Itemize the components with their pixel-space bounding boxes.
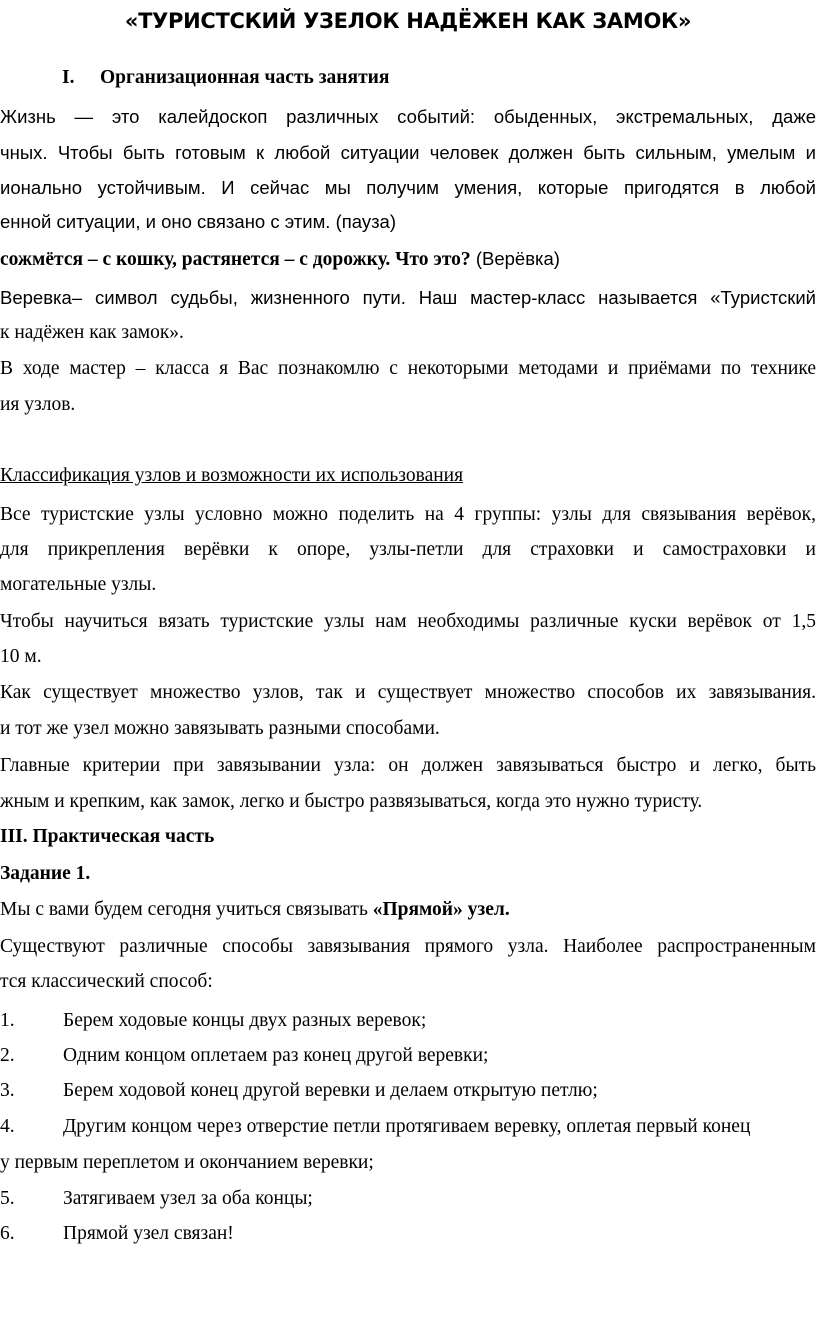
rope-line-2: к надёжен как замок». [0, 322, 184, 343]
step-2-number: 2. [0, 1045, 15, 1066]
task-heading: Задание 1. [0, 863, 91, 884]
section1-number: I. [62, 67, 75, 88]
ways-line-2: тся классический способ: [0, 971, 213, 992]
task-intro-knot-name: «Прямой» узел. [372, 899, 510, 920]
ways-line-1: Существуют различные способы завязывания прямого узла. Наиболее распространенным [0, 936, 816, 957]
riddle-line [0, 246, 560, 273]
step-5-text: Затягиваем узел за оба концы; [63, 1188, 313, 1209]
step-3-text: Берем ходовой конец другой веревки и делаем открытую петлю; [63, 1080, 598, 1101]
step-4-text: Другим концом через отверстие петли протягиваем веревку, оплетая первый конец [63, 1116, 751, 1137]
rope-line-1: Веревка– символ судьбы, жизненного пути. Наш мастер-класс называется «Туристский [0, 287, 816, 308]
criteria-line-1: Главные критерии при завязывании узла: он должен завязываться быстро и легко, быть [0, 755, 816, 776]
intro-line-2: чных. Чтобы быть готовым к любой ситуации человек должен быть сильным, умелым и [0, 142, 816, 163]
groups-line-1: Все туристские узлы условно можно поделить на 4 группы: узлы для связывания верёвок, [0, 504, 816, 525]
methods-line-2: и тот же узел можно завязывать разными способами. [0, 718, 440, 739]
step-6-number: 6. [0, 1223, 15, 1244]
step-4-continuation: у первым переплетом и окончанием веревки; [0, 1152, 374, 1173]
intro-line-3: ионально устойчивым. И сейчас мы получим умения, которые пригодятся в любой [0, 177, 816, 198]
step-3-number: 3. [0, 1080, 15, 1101]
groups-line-2: для прикрепления верёвки к опоре, узлы-петли для страховки и самостраховки и [0, 539, 816, 560]
course-line-2: ия узлов. [0, 394, 76, 415]
intro-line-1: Жизнь — это калейдоскоп различных событий: обыденных, экстремальных, даже [0, 106, 816, 127]
task-intro-text: Мы с вами будем сегодня учиться связывать [0, 899, 373, 920]
riddle-answer: (Верёвка) [470, 248, 560, 269]
task-intro-line [0, 897, 510, 923]
step-6-text: Прямой узел связан! [63, 1223, 234, 1244]
step-1-text: Берем ходовые концы двух разных веревок; [63, 1010, 427, 1031]
step-1-number: 1. [0, 1010, 15, 1031]
ropes-needed-line-1: Чтобы научиться вязать туристские узлы нам необходимы различные куски верёвок от 1,5 [0, 611, 816, 632]
ropes-needed-line-2: 10 м. [0, 646, 42, 667]
document-title: «ТУРИСТСКИЙ УЗЕЛОК НАДЁЖЕН КАК ЗАМОК» [124, 9, 692, 33]
methods-line-1: Как существует множество узлов, так и существует множество способов их завязывания. [0, 682, 816, 703]
classification-heading: Классификация узлов и возможности их использования [0, 465, 464, 486]
section3-heading: III. Практическая часть [0, 826, 215, 847]
criteria-line-2: жным и крепким, как замок, легко и быстро развязываться, когда это нужно туристу. [0, 791, 703, 812]
step-5-number: 5. [0, 1188, 15, 1209]
groups-line-3: могательные узлы. [0, 574, 157, 595]
step-4-number: 4. [0, 1116, 15, 1137]
intro-line-4: енной ситуации, и оно связано с этим. (пауза) [0, 211, 397, 232]
section1-heading: Организационная часть занятия [100, 67, 390, 88]
course-line-1: В ходе мастер – класса я Вас познакомлю с некоторыми методами и приёмами по технике [0, 358, 816, 379]
step-2-text: Одним концом оплетаем раз конец другой веревки; [63, 1045, 489, 1066]
riddle-question: сожмётся – с кошку, растянется – с дорожку. Что это? [0, 249, 471, 270]
